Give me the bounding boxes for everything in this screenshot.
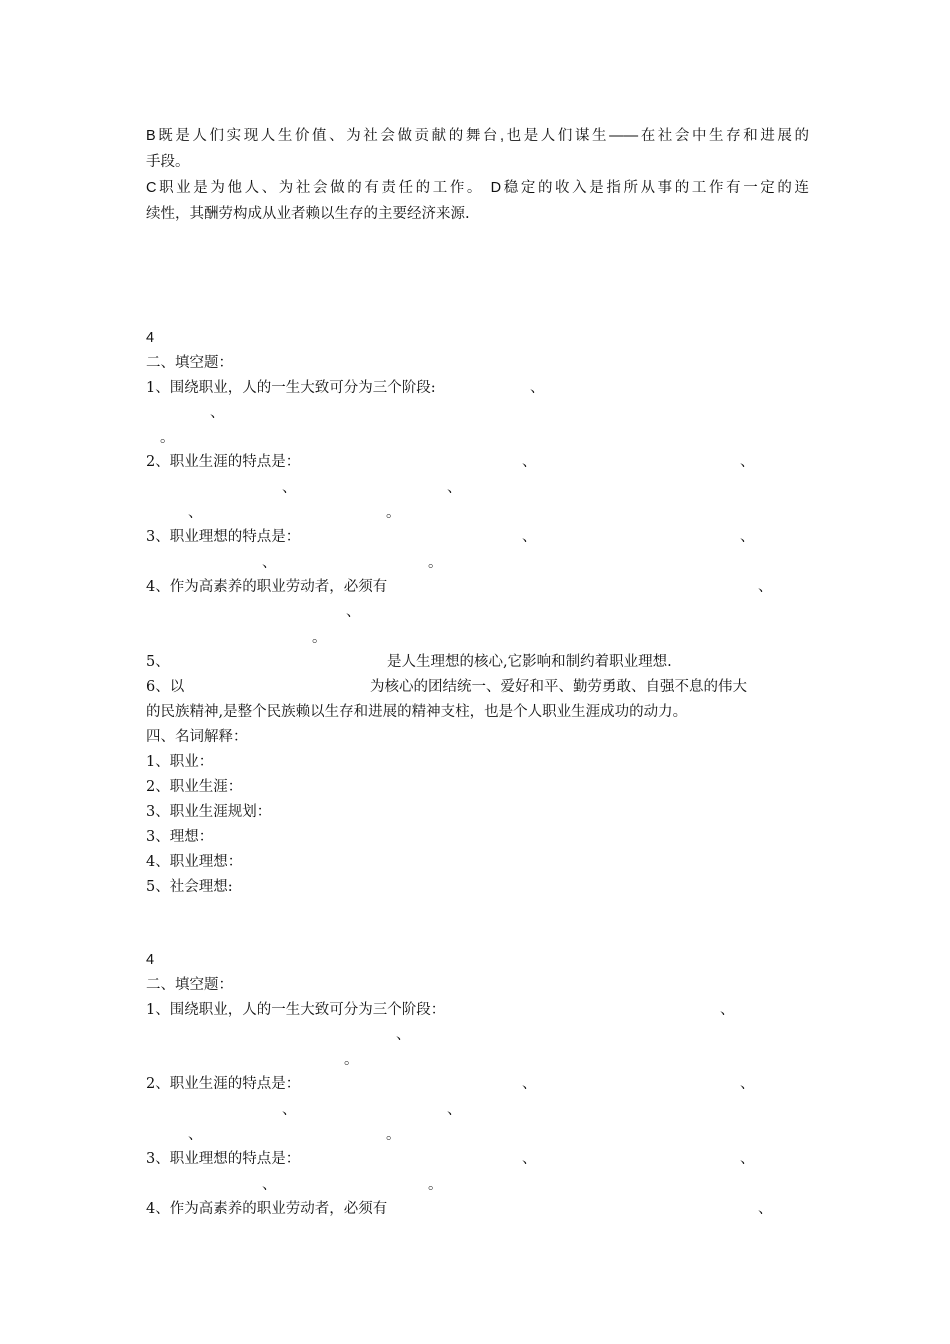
blank-separator: 、 — [740, 1151, 755, 1167]
page-number: 4 — [146, 330, 155, 346]
blank-separator: 、 — [346, 604, 361, 620]
blank-separator: 、 — [758, 579, 773, 595]
question-6-line2: 的民族精神,是整个民族赖以生存和进展的精神支柱，也是个人职业生涯成功的动力。 — [146, 704, 688, 720]
paragraph-cd-line2: 续性，其酬劳构成从业者赖以生存的主要经济来源. — [146, 206, 470, 222]
paragraph-cd-line1: C职业是为他人、为社会做的有责任的工作。 D稳定的收入是指所从事的工作有一定的连 — [146, 180, 809, 196]
blank-separator: 、 — [282, 480, 297, 496]
paragraph-b-line2: 手段。 — [146, 154, 190, 170]
question-6: 为核心的团结统一、爱好和平、勤劳勇敢、自强不息的伟大 — [370, 679, 747, 695]
page-number: 4 — [146, 952, 155, 968]
blank-end: 。 — [344, 1052, 359, 1068]
blank-separator: 、 — [740, 454, 755, 470]
paragraph-b-line1: B既是人们实现人生价值、为社会做贡献的舞台,也是人们谋生——在社会中生存和进展的 — [146, 128, 809, 144]
term-item: 3、理想： — [146, 829, 214, 845]
blank-end: 。 — [428, 555, 443, 571]
term-item: 2、职业生涯： — [146, 779, 243, 795]
blank-end: 。 — [428, 1177, 443, 1193]
blank-separator: 、 — [396, 1027, 411, 1043]
blank-end: 。 — [386, 505, 401, 521]
blank-separator: 、 — [262, 1177, 277, 1193]
blank-separator: 、 — [282, 1102, 297, 1118]
blank-separator: 、 — [210, 405, 225, 421]
blank-separator: 、 — [530, 380, 545, 396]
fill-in-heading: 二、填空题： — [146, 355, 233, 371]
term-item: 5、社会理想: — [146, 879, 233, 895]
blank-separator: 、 — [758, 1201, 773, 1217]
blank-separator: 、 — [262, 555, 277, 571]
terms-heading: 四、名词解释： — [146, 729, 248, 745]
blank-separator: 、 — [522, 529, 537, 545]
question-4: 4、作为高素养的职业劳动者，必须有 — [146, 579, 388, 595]
blank-separator: 、 — [188, 1127, 203, 1143]
blank-end: 。 — [386, 1127, 401, 1143]
question-3: 3、职业理想的特点是： — [146, 529, 301, 545]
question-1: 1、围绕职业，人的一生大致可分为三个阶段： — [146, 1002, 446, 1018]
blank-separator: 、 — [720, 1002, 735, 1018]
blank-separator: 、 — [188, 505, 203, 521]
question-2: 2、职业生涯的特点是： — [146, 1076, 301, 1092]
blank-separator: 、 — [522, 1151, 537, 1167]
fill-in-heading: 二、填空题： — [146, 977, 233, 993]
question-3: 3、职业理想的特点是： — [146, 1151, 301, 1167]
blank-separator: 、 — [447, 1102, 462, 1118]
term-item: 3、职业生涯规划： — [146, 804, 272, 820]
blank-end: 。 — [160, 430, 175, 446]
question-5-number: 5、 — [146, 654, 170, 670]
question-1: 1、围绕职业，人的一生大致可分为三个阶段: — [146, 380, 436, 396]
blank-separator: 、 — [522, 454, 537, 470]
blank-separator: 、 — [522, 1076, 537, 1092]
term-item: 1、职业： — [146, 754, 214, 770]
question-2: 2、职业生涯的特点是： — [146, 454, 301, 470]
question-4: 4、作为高素养的职业劳动者，必须有 — [146, 1201, 388, 1217]
term-item: 4、职业理想： — [146, 854, 243, 870]
question-5: 是人生理想的核心,它影响和制约着职业理想. — [387, 654, 672, 670]
blank-end: 。 — [312, 630, 327, 646]
question-6-number: 6、以 — [146, 679, 185, 695]
blank-separator: 、 — [447, 480, 462, 496]
blank-separator: 、 — [740, 529, 755, 545]
blank-separator: 、 — [740, 1076, 755, 1092]
